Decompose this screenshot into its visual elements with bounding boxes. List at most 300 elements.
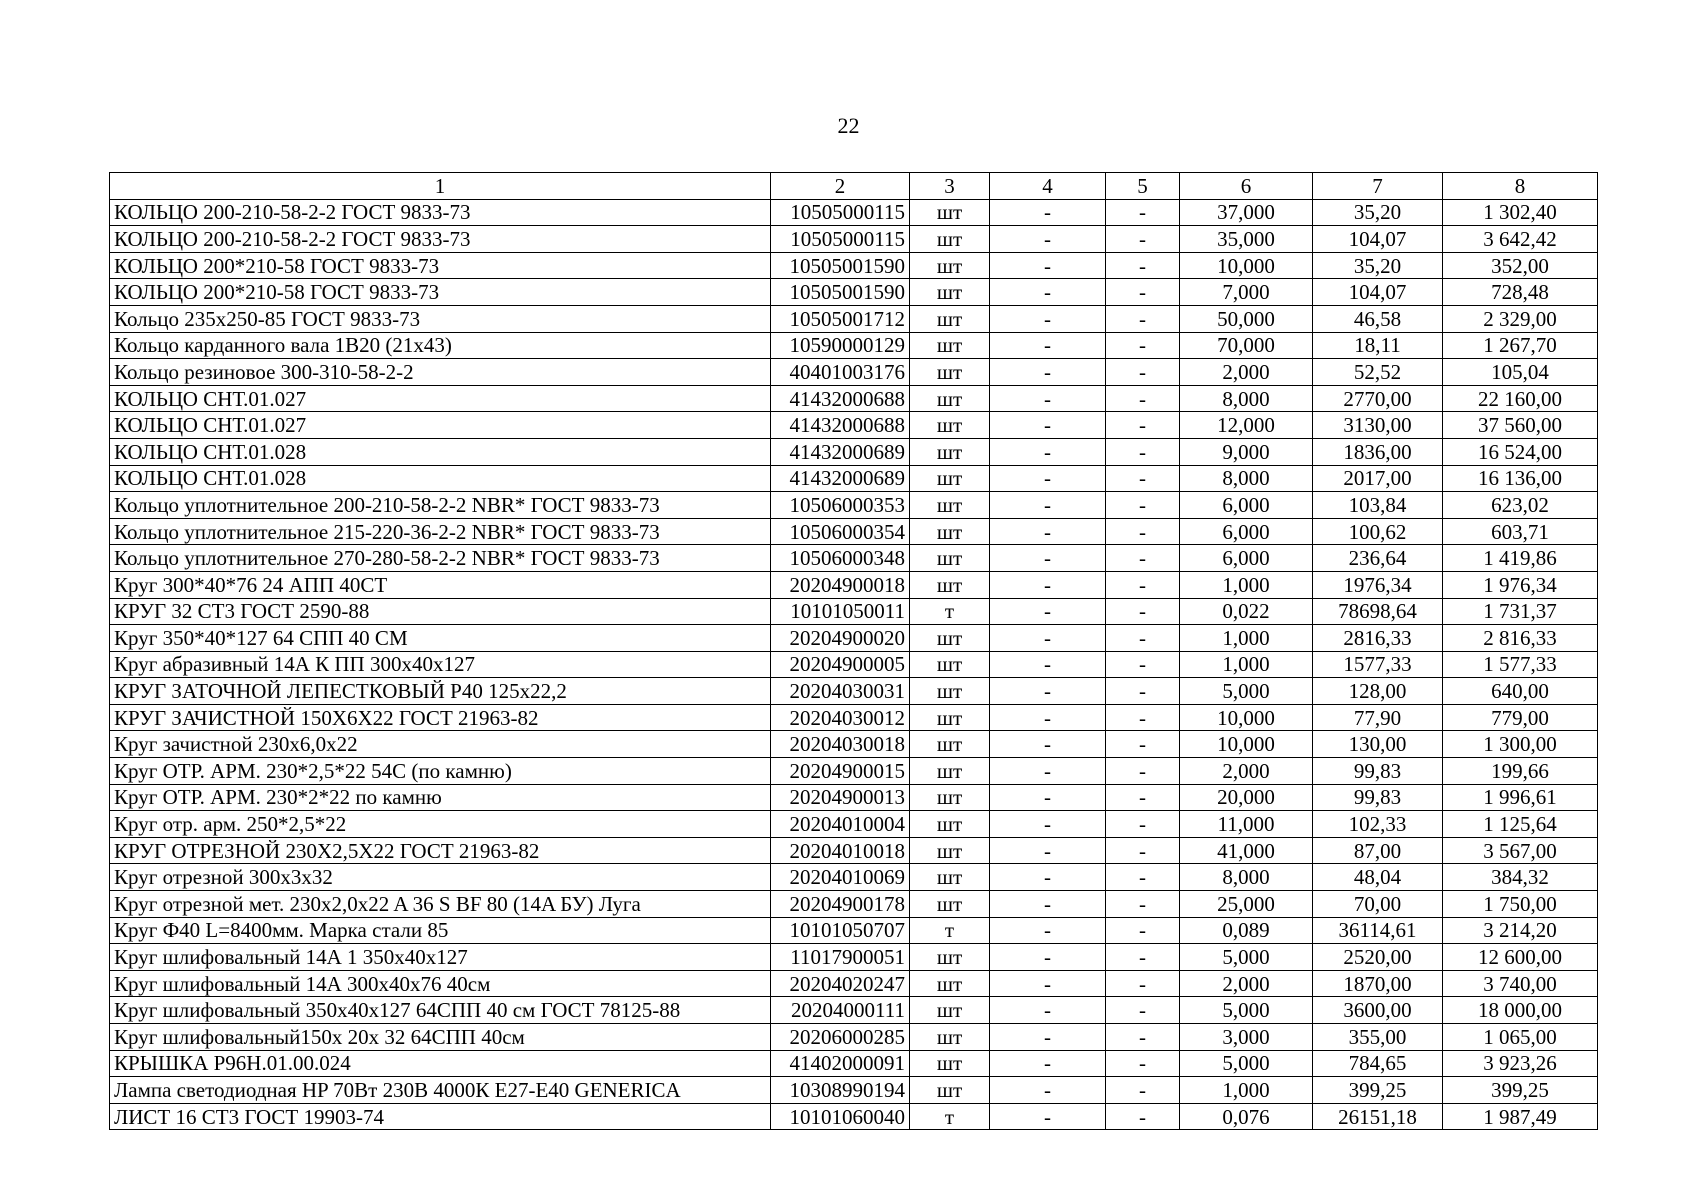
item-code-cell: 11017900051 [771,944,910,971]
item-code-cell: 41432000689 [771,465,910,492]
item-name-cell: Круг Ф40 L=8400мм. Марка стали 85 [110,917,771,944]
item-name-cell: КРУГ ЗАЧИСТНОЙ 150Х6Х22 ГОСТ 21963-82 [110,704,771,731]
price-cell: 18,11 [1313,332,1443,359]
price-cell: 35,20 [1313,252,1443,279]
price-cell: 78698,64 [1313,598,1443,625]
table-row [110,412,1598,439]
column-5-cell: - [1106,252,1180,279]
unit-cell: шт [910,784,990,811]
table-row [110,518,1598,545]
unit-cell: шт [910,226,990,253]
unit-cell: шт [910,1077,990,1104]
column-5-cell: - [1106,917,1180,944]
amount-cell: 1 300,00 [1443,731,1598,758]
unit-cell: шт [910,359,990,386]
item-code-cell: 20204900015 [771,758,910,785]
column-4-cell: - [990,359,1106,386]
column-4-cell: - [990,412,1106,439]
column-number-4: 4 [990,173,1106,200]
amount-cell: 1 750,00 [1443,891,1598,918]
column-4-cell: - [990,1024,1106,1051]
price-cell: 35,20 [1313,199,1443,226]
table-row [110,784,1598,811]
table-row [110,1050,1598,1077]
price-cell: 1870,00 [1313,970,1443,997]
table-row [110,359,1598,386]
unit-cell: шт [910,651,990,678]
unit-cell: шт [910,944,990,971]
item-name-cell: Круг шлифовальный150х 20х 32 64СПП 40см [110,1024,771,1051]
column-5-cell: - [1106,598,1180,625]
unit-cell: шт [910,492,990,519]
table-row [110,385,1598,412]
table-row [110,704,1598,731]
unit-cell: шт [910,1050,990,1077]
column-5-cell: - [1106,997,1180,1024]
column-4-cell: - [990,811,1106,838]
amount-cell: 623,02 [1443,492,1598,519]
column-4-cell: - [990,492,1106,519]
item-name-cell: Круг отрезной 300х3х32 [110,864,771,891]
price-cell: 26151,18 [1313,1103,1443,1130]
table-row [110,758,1598,785]
item-name-cell: КОЛЬЦО СНТ.01.028 [110,438,771,465]
amount-cell: 779,00 [1443,704,1598,731]
item-name-cell: КРЫШКА Р96Н.01.00.024 [110,1050,771,1077]
column-4-cell: - [990,864,1106,891]
unit-cell: шт [910,758,990,785]
price-cell: 103,84 [1313,492,1443,519]
column-5-cell: - [1106,1103,1180,1130]
item-name-cell: Круг шлифовальный 14А 300х40х76 40см [110,970,771,997]
unit-cell: т [910,598,990,625]
item-name-cell: Круг ОТР. АРМ. 230*2*22 по камню [110,784,771,811]
table-row [110,199,1598,226]
column-5-cell: - [1106,891,1180,918]
table-row [110,837,1598,864]
quantity-cell: 9,000 [1180,438,1313,465]
unit-cell: шт [910,970,990,997]
price-cell: 99,83 [1313,784,1443,811]
price-cell: 2520,00 [1313,944,1443,971]
column-5-cell: - [1106,492,1180,519]
item-code-cell: 20204900018 [771,571,910,598]
unit-cell: шт [910,811,990,838]
amount-cell: 1 996,61 [1443,784,1598,811]
column-5-cell: - [1106,305,1180,332]
column-4-cell: - [990,332,1106,359]
column-4-cell: - [990,385,1106,412]
column-4-cell: - [990,731,1106,758]
column-number-7: 7 [1313,173,1443,200]
amount-cell: 12 600,00 [1443,944,1598,971]
unit-cell: шт [910,465,990,492]
price-cell: 104,07 [1313,279,1443,306]
price-cell: 1976,34 [1313,571,1443,598]
quantity-cell: 10,000 [1180,704,1313,731]
item-code-cell: 10506000354 [771,518,910,545]
item-name-cell: Круг 300*40*76 24 АПП 40СТ [110,571,771,598]
amount-cell: 3 567,00 [1443,837,1598,864]
item-code-cell: 20204900013 [771,784,910,811]
amount-cell: 1 577,33 [1443,651,1598,678]
column-5-cell: - [1106,1024,1180,1051]
item-code-cell: 20204020247 [771,970,910,997]
price-cell: 46,58 [1313,305,1443,332]
item-name-cell: Круг ОТР. АРМ. 230*2,5*22 54С (по камню) [110,758,771,785]
quantity-cell: 10,000 [1180,252,1313,279]
amount-cell: 1 976,34 [1443,571,1598,598]
item-code-cell: 10101060040 [771,1103,910,1130]
quantity-cell: 1,000 [1180,1077,1313,1104]
amount-cell: 728,48 [1443,279,1598,306]
column-4-cell: - [990,944,1106,971]
item-code-cell: 10505001712 [771,305,910,332]
table-row [110,465,1598,492]
price-cell: 3130,00 [1313,412,1443,439]
price-cell: 1836,00 [1313,438,1443,465]
item-code-cell: 41432000688 [771,412,910,439]
column-5-cell: - [1106,279,1180,306]
column-4-cell: - [990,199,1106,226]
table-row [110,970,1598,997]
column-5-cell: - [1106,518,1180,545]
item-name-cell: Круг зачистной 230х6,0х22 [110,731,771,758]
table-row [110,864,1598,891]
column-5-cell: - [1106,385,1180,412]
quantity-cell: 10,000 [1180,731,1313,758]
price-cell: 48,04 [1313,864,1443,891]
column-5-cell: - [1106,359,1180,386]
quantity-cell: 0,089 [1180,917,1313,944]
item-name-cell: КРУГ ЗАТОЧНОЙ ЛЕПЕСТКОВЫЙ Р40 125х22,2 [110,678,771,705]
unit-cell: шт [910,279,990,306]
item-code-cell: 10505001590 [771,252,910,279]
item-code-cell: 41432000689 [771,438,910,465]
amount-cell: 3 923,26 [1443,1050,1598,1077]
column-4-cell: - [990,465,1106,492]
price-cell: 102,33 [1313,811,1443,838]
column-5-cell: - [1106,465,1180,492]
table-row [110,279,1598,306]
item-name-cell: ЛИСТ 16 СТ3 ГОСТ 19903-74 [110,1103,771,1130]
item-code-cell: 20204010018 [771,837,910,864]
item-name-cell: КОЛЬЦО СНТ.01.027 [110,412,771,439]
column-4-cell: - [990,598,1106,625]
column-4-cell: - [990,518,1106,545]
quantity-cell: 12,000 [1180,412,1313,439]
item-name-cell: Кольцо уплотнительное 215-220-36-2-2 NBR* ГОСТ 9833-73 [110,518,771,545]
item-name-cell: Круг 350*40*127 64 СПП 40 СМ [110,625,771,652]
amount-cell: 1 987,49 [1443,1103,1598,1130]
quantity-cell: 5,000 [1180,678,1313,705]
unit-cell: шт [910,518,990,545]
unit-cell: шт [910,571,990,598]
column-5-cell: - [1106,332,1180,359]
unit-cell: шт [910,412,990,439]
column-4-cell: - [990,758,1106,785]
quantity-cell: 37,000 [1180,199,1313,226]
column-5-cell: - [1106,226,1180,253]
amount-cell: 640,00 [1443,678,1598,705]
item-code-cell: 20204900020 [771,625,910,652]
quantity-cell: 2,000 [1180,359,1313,386]
column-4-cell: - [990,252,1106,279]
item-code-cell: 20204000111 [771,997,910,1024]
quantity-cell: 1,000 [1180,651,1313,678]
price-cell: 1577,33 [1313,651,1443,678]
column-5-cell: - [1106,199,1180,226]
price-cell: 2770,00 [1313,385,1443,412]
amount-cell: 16 524,00 [1443,438,1598,465]
quantity-cell: 0,022 [1180,598,1313,625]
unit-cell: шт [910,332,990,359]
unit-cell: шт [910,704,990,731]
unit-cell: шт [910,545,990,572]
item-code-cell: 20204030012 [771,704,910,731]
amount-cell: 352,00 [1443,252,1598,279]
column-number-5: 5 [1106,173,1180,200]
amount-cell: 3 642,42 [1443,226,1598,253]
item-name-cell: Кольцо карданного вала 1В20 (21х43) [110,332,771,359]
item-code-cell: 20204010004 [771,811,910,838]
item-name-cell: Лампа светодиодная HP 70Вт 230В 4000К E27-E40 GENERICA [110,1077,771,1104]
column-number-1: 1 [110,173,771,200]
column-4-cell: - [990,438,1106,465]
item-name-cell: КОЛЬЦО 200*210-58 ГОСТ 9833-73 [110,252,771,279]
amount-cell: 1 302,40 [1443,199,1598,226]
table-row [110,305,1598,332]
item-name-cell: КОЛЬЦО 200-210-58-2-2 ГОСТ 9833-73 [110,199,771,226]
price-cell: 77,90 [1313,704,1443,731]
table-row [110,1024,1598,1051]
unit-cell: шт [910,731,990,758]
quantity-cell: 11,000 [1180,811,1313,838]
quantity-cell: 6,000 [1180,545,1313,572]
item-code-cell: 10505000115 [771,226,910,253]
table-row [110,731,1598,758]
item-code-cell: 41432000688 [771,385,910,412]
unit-cell: шт [910,891,990,918]
column-5-cell: - [1106,545,1180,572]
quantity-cell: 6,000 [1180,492,1313,519]
table-row [110,625,1598,652]
table-row [110,917,1598,944]
item-code-cell: 20204030018 [771,731,910,758]
quantity-cell: 8,000 [1180,864,1313,891]
quantity-cell: 1,000 [1180,571,1313,598]
table-row [110,226,1598,253]
item-name-cell: Круг абразивный 14А К ПП 300x40x127 [110,651,771,678]
amount-cell: 603,71 [1443,518,1598,545]
column-4-cell: - [990,625,1106,652]
column-4-cell: - [990,917,1106,944]
quantity-cell: 8,000 [1180,465,1313,492]
column-4-cell: - [990,837,1106,864]
price-cell: 2017,00 [1313,465,1443,492]
column-4-cell: - [990,305,1106,332]
column-number-2: 2 [771,173,910,200]
column-4-cell: - [990,279,1106,306]
column-number-8: 8 [1443,173,1598,200]
item-code-cell: 10101050707 [771,917,910,944]
column-5-cell: - [1106,1050,1180,1077]
column-4-cell: - [990,226,1106,253]
price-cell: 784,65 [1313,1050,1443,1077]
column-4-cell: - [990,1077,1106,1104]
quantity-cell: 41,000 [1180,837,1313,864]
price-cell: 104,07 [1313,226,1443,253]
quantity-cell: 5,000 [1180,944,1313,971]
item-name-cell: Кольцо уплотнительное 200-210-58-2-2 NBR* ГОСТ 9833-73 [110,492,771,519]
item-name-cell: КОЛЬЦО 200-210-58-2-2 ГОСТ 9833-73 [110,226,771,253]
item-code-cell: 10101050011 [771,598,910,625]
table-row [110,1103,1598,1130]
item-code-cell: 10590000129 [771,332,910,359]
price-cell: 3600,00 [1313,997,1443,1024]
price-cell: 52,52 [1313,359,1443,386]
column-5-cell: - [1106,704,1180,731]
quantity-cell: 5,000 [1180,997,1313,1024]
quantity-cell: 6,000 [1180,518,1313,545]
table-row [110,678,1598,705]
column-number-row [110,173,1598,200]
item-code-cell: 10505001590 [771,279,910,306]
item-code-cell: 41402000091 [771,1050,910,1077]
column-5-cell: - [1106,970,1180,997]
table-body [110,199,1598,1130]
unit-cell: шт [910,625,990,652]
price-cell: 2816,33 [1313,625,1443,652]
price-cell: 100,62 [1313,518,1443,545]
column-5-cell: - [1106,758,1180,785]
item-code-cell: 10506000348 [771,545,910,572]
amount-cell: 105,04 [1443,359,1598,386]
inventory-table [109,172,1598,1130]
quantity-cell: 3,000 [1180,1024,1313,1051]
amount-cell: 384,32 [1443,864,1598,891]
table-row [110,252,1598,279]
quantity-cell: 5,000 [1180,1050,1313,1077]
price-cell: 87,00 [1313,837,1443,864]
table-row [110,1077,1598,1104]
quantity-cell: 35,000 [1180,226,1313,253]
unit-cell: т [910,1103,990,1130]
item-name-cell: КОЛЬЦО СНТ.01.028 [110,465,771,492]
item-code-cell: 10505000115 [771,199,910,226]
unit-cell: шт [910,1024,990,1051]
amount-cell: 3 214,20 [1443,917,1598,944]
unit-cell: т [910,917,990,944]
quantity-cell: 8,000 [1180,385,1313,412]
column-5-cell: - [1106,651,1180,678]
page-number: 22 [837,113,860,138]
price-cell: 36114,61 [1313,917,1443,944]
column-number-6: 6 [1180,173,1313,200]
amount-cell: 1 065,00 [1443,1024,1598,1051]
item-name-cell: Круг шлифовальный 14А 1 350х40х127 [110,944,771,971]
unit-cell: шт [910,385,990,412]
amount-cell: 37 560,00 [1443,412,1598,439]
item-code-cell: 40401003176 [771,359,910,386]
column-5-cell: - [1106,571,1180,598]
column-4-cell: - [990,571,1106,598]
amount-cell: 1 267,70 [1443,332,1598,359]
item-name-cell: Кольцо 235x250-85 ГОСТ 9833-73 [110,305,771,332]
unit-cell: шт [910,199,990,226]
quantity-cell: 0,076 [1180,1103,1313,1130]
price-cell: 99,83 [1313,758,1443,785]
column-4-cell: - [990,1050,1106,1077]
item-name-cell: КОЛЬЦО СНТ.01.027 [110,385,771,412]
column-5-cell: - [1106,625,1180,652]
amount-cell: 18 000,00 [1443,997,1598,1024]
quantity-cell: 1,000 [1180,625,1313,652]
amount-cell: 1 125,64 [1443,811,1598,838]
column-4-cell: - [990,970,1106,997]
amount-cell: 1 731,37 [1443,598,1598,625]
quantity-cell: 70,000 [1180,332,1313,359]
table-row [110,545,1598,572]
table-row [110,571,1598,598]
item-name-cell: Кольцо уплотнительное 270-280-58-2-2 NBR* ГОСТ 9833-73 [110,545,771,572]
column-4-cell: - [990,891,1106,918]
amount-cell: 199,66 [1443,758,1598,785]
column-5-cell: - [1106,1077,1180,1104]
item-code-cell: 10506000353 [771,492,910,519]
table-row [110,598,1598,625]
item-code-cell: 20204900178 [771,891,910,918]
table-row [110,332,1598,359]
column-5-cell: - [1106,678,1180,705]
item-code-cell: 20204030031 [771,678,910,705]
item-code-cell: 20204900005 [771,651,910,678]
amount-cell: 22 160,00 [1443,385,1598,412]
item-name-cell: КОЛЬЦО 200*210-58 ГОСТ 9833-73 [110,279,771,306]
column-number-3: 3 [910,173,990,200]
amount-cell: 1 419,86 [1443,545,1598,572]
price-cell: 399,25 [1313,1077,1443,1104]
amount-cell: 3 740,00 [1443,970,1598,997]
amount-cell: 2 329,00 [1443,305,1598,332]
table-row [110,438,1598,465]
column-5-cell: - [1106,412,1180,439]
item-name-cell: Круг шлифовальный 350х40х127 64СПП 40 см ГОСТ 78125-88 [110,997,771,1024]
quantity-cell: 50,000 [1180,305,1313,332]
amount-cell: 399,25 [1443,1077,1598,1104]
column-5-cell: - [1106,944,1180,971]
column-5-cell: - [1106,438,1180,465]
item-code-cell: 20206000285 [771,1024,910,1051]
unit-cell: шт [910,305,990,332]
table-row [110,651,1598,678]
column-4-cell: - [990,784,1106,811]
amount-cell: 2 816,33 [1443,625,1598,652]
item-name-cell: Круг отрезной мет. 230x2,0x22 A 36 S BF 80 (14A БУ) Луга [110,891,771,918]
price-cell: 130,00 [1313,731,1443,758]
table-row [110,997,1598,1024]
quantity-cell: 2,000 [1180,970,1313,997]
column-4-cell: - [990,545,1106,572]
amount-cell: 16 136,00 [1443,465,1598,492]
quantity-cell: 25,000 [1180,891,1313,918]
item-code-cell: 20204010069 [771,864,910,891]
column-5-cell: - [1106,837,1180,864]
column-4-cell: - [990,678,1106,705]
unit-cell: шт [910,252,990,279]
item-name-cell: Круг отр. арм. 250*2,5*22 [110,811,771,838]
quantity-cell: 2,000 [1180,758,1313,785]
